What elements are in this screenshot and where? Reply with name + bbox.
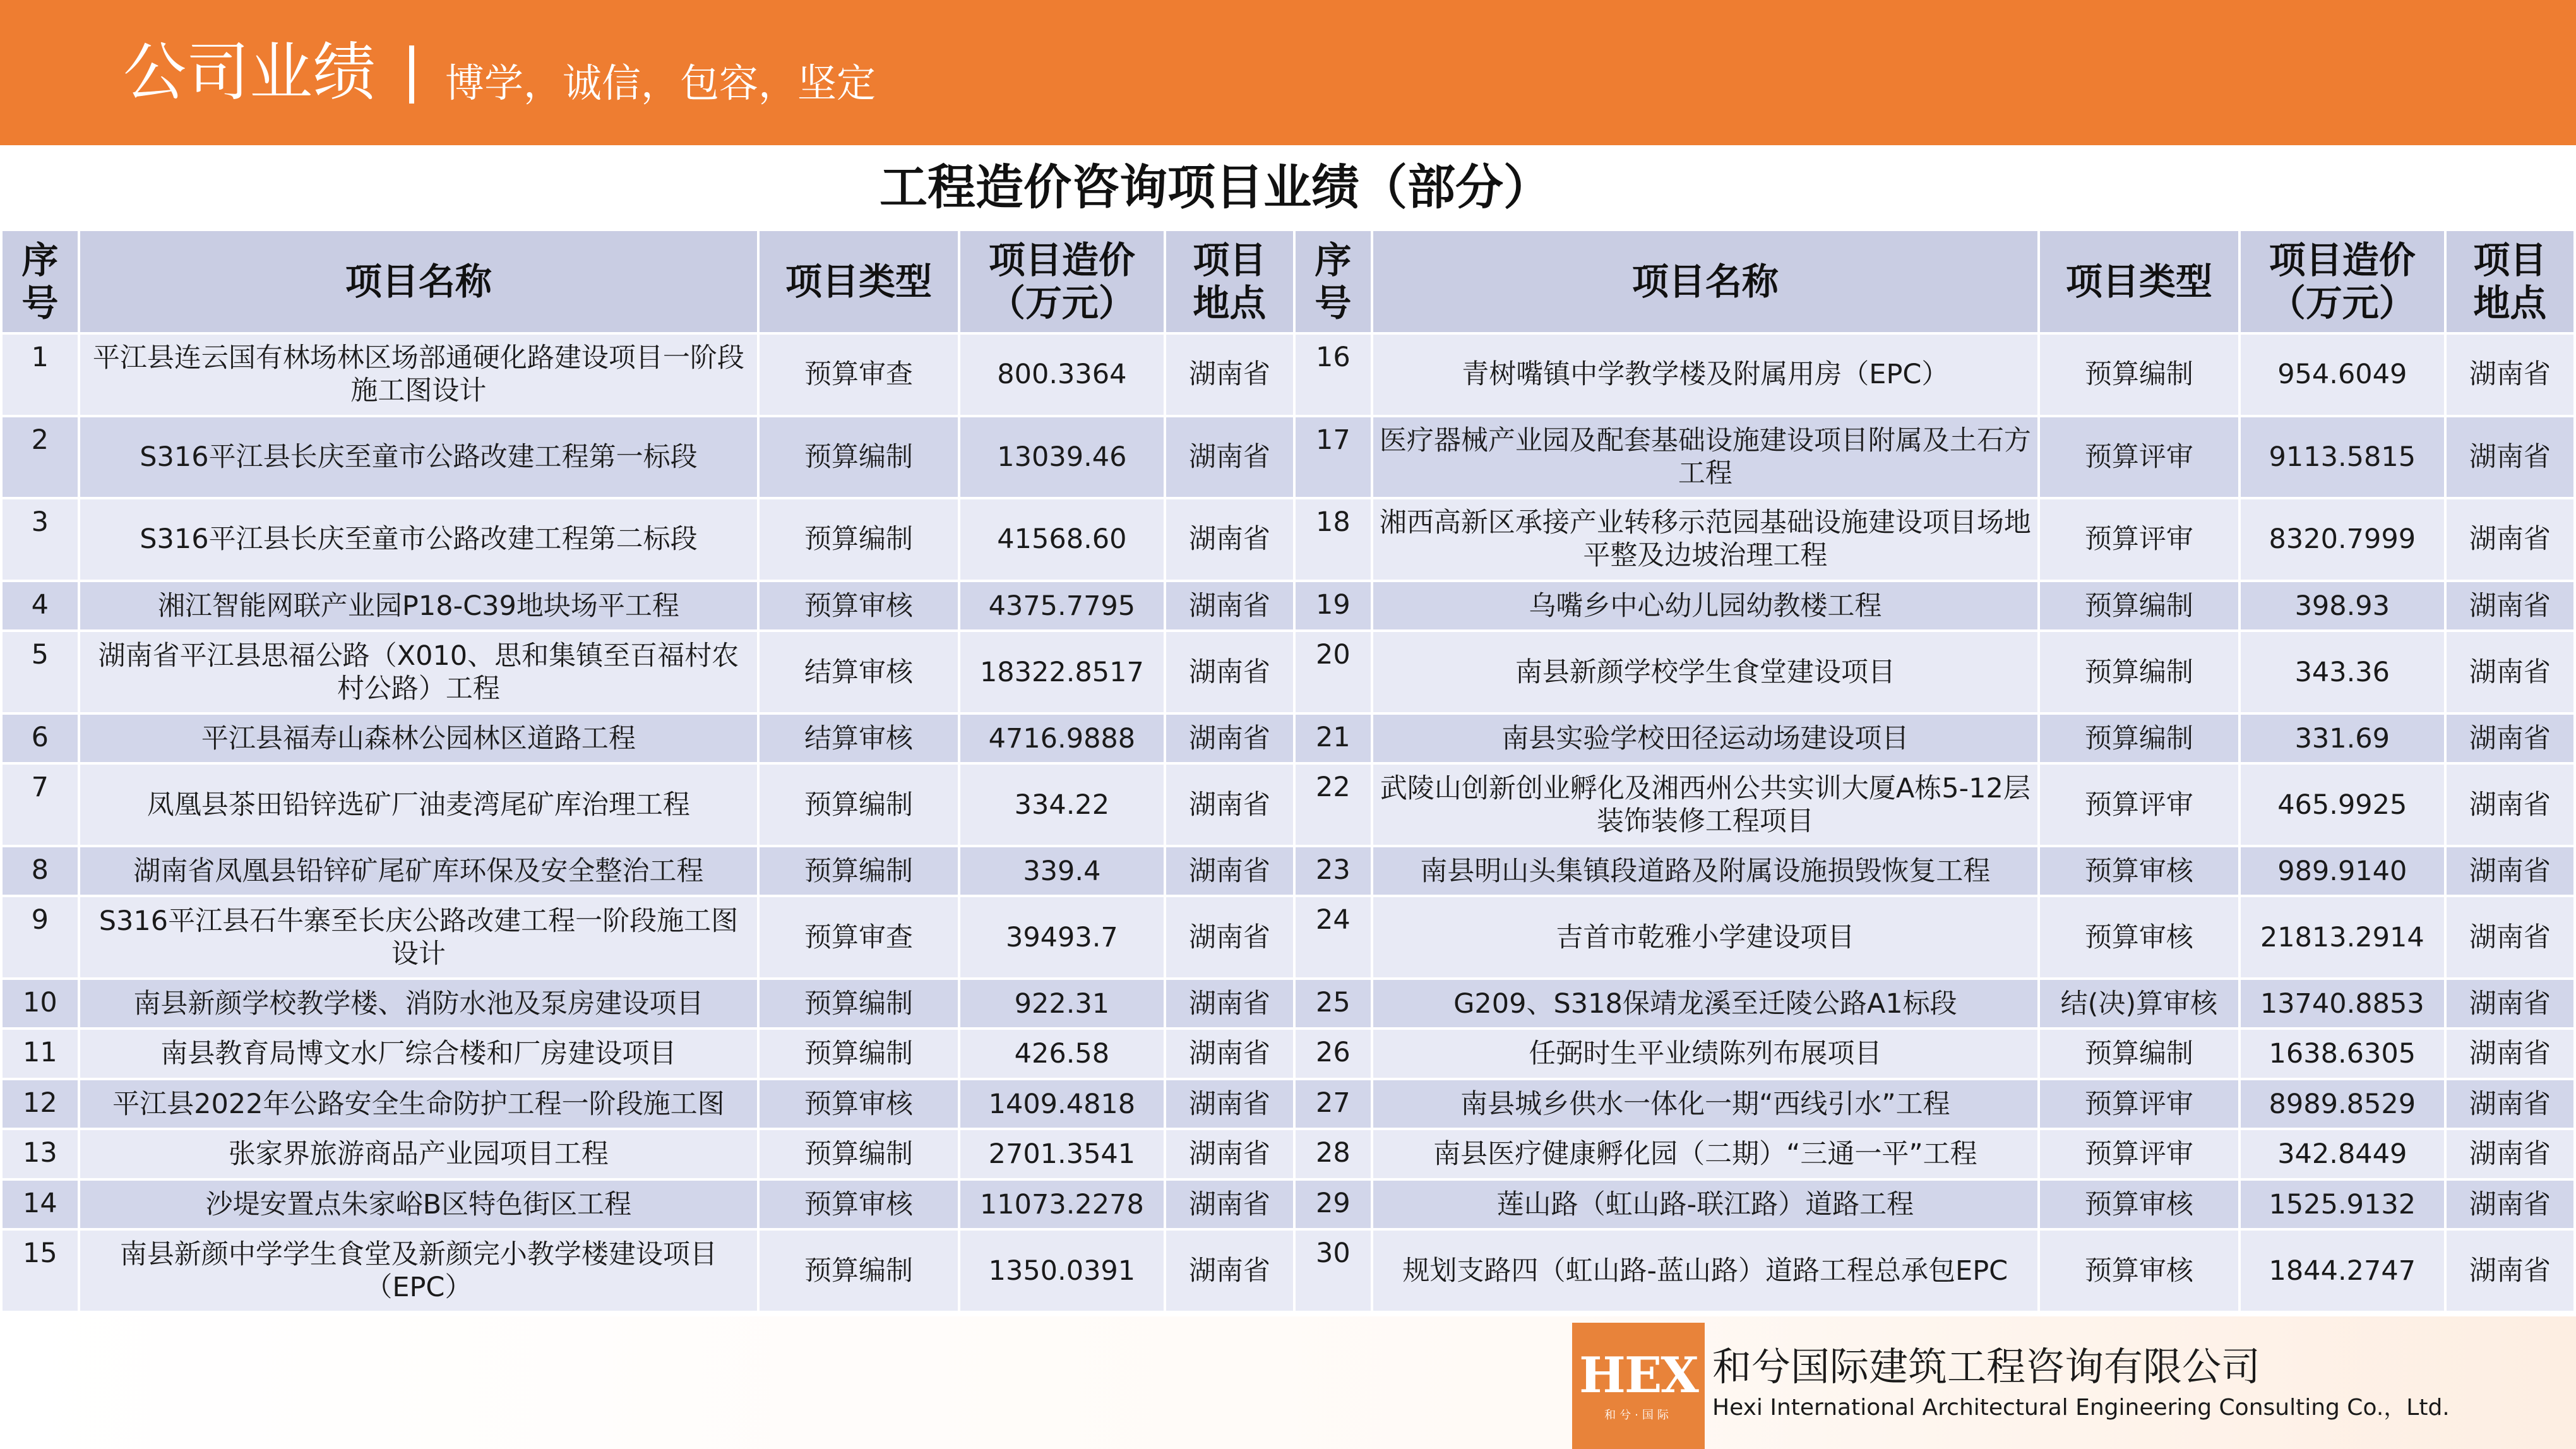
cell-location: 湖南省 (2447, 1030, 2573, 1077)
header-bar (0, 0, 2576, 145)
cell-name: 南县新颜学校教学楼、消防水池及泵房建设项目 (80, 980, 757, 1027)
header-type: 项目类型 (2040, 231, 2238, 332)
cell-location: 湖南省 (1166, 765, 1293, 845)
cell-cost: 4375.7795 (960, 582, 1164, 629)
logo-mark: HEX (1579, 1347, 1698, 1404)
cell-name: 南县医疗健康孵化园（二期）“三通一平”工程 (1373, 1130, 2037, 1178)
cell-type: 预算编制 (2040, 335, 2238, 415)
header-name: 项目名称 (80, 231, 757, 332)
table-row (3, 1130, 2573, 1178)
cell-type: 预算编制 (2040, 1030, 2238, 1077)
cell-seq: 20 (1296, 632, 1371, 712)
table-row (3, 499, 2573, 580)
cell-type: 预算审核 (2040, 1231, 2238, 1311)
cell-seq: 14 (3, 1181, 78, 1228)
cell-location: 湖南省 (2447, 1080, 2573, 1128)
company-name-en: Hexi International Architectural Engineering Consulting Co.，Ltd. (1712, 1395, 2450, 1421)
performance-table (0, 229, 2576, 1313)
cell-cost: 8320.7999 (2241, 499, 2444, 580)
cell-location: 湖南省 (2447, 765, 2573, 845)
cell-seq: 23 (1296, 847, 1371, 895)
cell-seq: 2 (3, 417, 78, 498)
table-row (3, 715, 2573, 762)
cell-location: 湖南省 (1166, 715, 1293, 762)
cell-name: S316平江县石牛寨至长庆公路改建工程一阶段施工图设计 (80, 897, 757, 977)
cell-type: 结算审核 (760, 715, 958, 762)
cell-seq: 1 (3, 335, 78, 415)
cell-type: 结算审核 (760, 632, 958, 712)
cell-cost: 2701.3541 (960, 1130, 1164, 1178)
table-row (3, 417, 2573, 498)
cell-cost: 18322.8517 (960, 632, 1164, 712)
cell-type: 预算审核 (760, 1181, 958, 1228)
cell-location: 湖南省 (1166, 417, 1293, 498)
cell-seq: 3 (3, 499, 78, 580)
table-row (3, 980, 2573, 1027)
cell-name: G209、S318保靖龙溪至迁陵公路A1标段 (1373, 980, 2037, 1027)
company-name-cn: 和兮国际建筑工程咨询有限公司 (1712, 1344, 2261, 1390)
header-location: 项目 地点 (2447, 231, 2573, 332)
cell-location: 湖南省 (1166, 1030, 1293, 1077)
cell-cost: 334.22 (960, 765, 1164, 845)
cell-cost: 21813.2914 (2241, 897, 2444, 977)
cell-cost: 954.6049 (2241, 335, 2444, 415)
cell-seq: 19 (1296, 582, 1371, 629)
table-row (3, 897, 2573, 977)
cell-seq: 7 (3, 765, 78, 845)
cell-type: 结(决)算审核 (2040, 980, 2238, 1027)
cell-seq: 25 (1296, 980, 1371, 1027)
cell-seq: 15 (3, 1231, 78, 1311)
cell-seq: 28 (1296, 1130, 1371, 1178)
cell-name: 南县明山头集镇段道路及附属设施损毁恢复工程 (1373, 847, 2037, 895)
cell-location: 湖南省 (2447, 715, 2573, 762)
cell-seq: 26 (1296, 1030, 1371, 1077)
cell-cost: 11073.2278 (960, 1181, 1164, 1228)
table-row (3, 765, 2573, 845)
cell-seq: 5 (3, 632, 78, 712)
cell-type: 预算评审 (2040, 1130, 2238, 1178)
table-row (3, 1231, 2573, 1311)
cell-seq: 21 (1296, 715, 1371, 762)
cell-type: 预算审核 (2040, 897, 2238, 977)
cell-cost: 465.9925 (2241, 765, 2444, 845)
cell-name: 任弼时生平业绩陈列布展项目 (1373, 1030, 2037, 1077)
cell-type: 预算评审 (2040, 499, 2238, 580)
cell-name: 吉首市乾雅小学建设项目 (1373, 897, 2037, 977)
cell-location: 湖南省 (1166, 335, 1293, 415)
cell-name: 平江县2022年公路安全生命防护工程一阶段施工图 (80, 1080, 757, 1128)
cell-location: 湖南省 (1166, 1231, 1293, 1311)
cell-location: 湖南省 (2447, 499, 2573, 580)
cell-seq: 30 (1296, 1231, 1371, 1311)
cell-type: 预算审核 (2040, 1181, 2238, 1228)
cell-seq: 27 (1296, 1080, 1371, 1128)
cell-seq: 11 (3, 1030, 78, 1077)
cell-type: 预算审核 (760, 1080, 958, 1128)
cell-name: 沙堤安置点朱家峪B区特色街区工程 (80, 1181, 757, 1228)
cell-seq: 6 (3, 715, 78, 762)
cell-location: 湖南省 (2447, 847, 2573, 895)
cell-type: 预算编制 (2040, 582, 2238, 629)
cell-location: 湖南省 (2447, 980, 2573, 1027)
cell-name: 湖南省平江县思福公路（X010、思和集镇至百福村农村公路）工程 (80, 632, 757, 712)
company-slogan: 博学，诚信，包容，坚定 (445, 60, 876, 106)
cell-cost: 41568.60 (960, 499, 1164, 580)
cell-type: 预算编制 (760, 417, 958, 498)
cell-type: 预算评审 (2040, 1080, 2238, 1128)
cell-name: 南县实验学校田径运动场建设项目 (1373, 715, 2037, 762)
cell-type: 预算审核 (2040, 847, 2238, 895)
cell-type: 预算评审 (2040, 765, 2238, 845)
header-location: 项目 地点 (1166, 231, 1293, 332)
cell-location: 湖南省 (1166, 897, 1293, 977)
cell-type: 预算编制 (2040, 632, 2238, 712)
table-row (3, 847, 2573, 895)
cell-location: 湖南省 (2447, 1181, 2573, 1228)
cell-location: 湖南省 (1166, 1181, 1293, 1228)
header-cost: 项目造价 （万元） (960, 231, 1164, 332)
cell-name: S316平江县长庆至童市公路改建工程第二标段 (80, 499, 757, 580)
header-name: 项目名称 (1373, 231, 2037, 332)
cell-cost: 398.93 (2241, 582, 2444, 629)
cell-name: 张家界旅游商品产业园项目工程 (80, 1130, 757, 1178)
cell-seq: 12 (3, 1080, 78, 1128)
cell-seq: 9 (3, 897, 78, 977)
cell-name: 青树嘴镇中学教学楼及附属用房（EPC） (1373, 335, 2037, 415)
cell-name: 湘江智能网联产业园P18-C39地块场平工程 (80, 582, 757, 629)
cell-cost: 1525.9132 (2241, 1181, 2444, 1228)
cell-name: 平江县福寿山森林公园林区道路工程 (80, 715, 757, 762)
cell-location: 湖南省 (1166, 582, 1293, 629)
cell-name: 平江县连云国有林场林区场部通硬化路建设项目一阶段施工图设计 (80, 335, 757, 415)
cell-name: 规划支路四（虹山路-蓝山路）道路工程总承包EPC (1373, 1231, 2037, 1311)
cell-cost: 1350.0391 (960, 1231, 1164, 1311)
cell-type: 预算编制 (760, 1030, 958, 1077)
cell-cost: 1638.6305 (2241, 1030, 2444, 1077)
cell-name: 凤凰县茶田铅锌选矿厂油麦湾尾矿库治理工程 (80, 765, 757, 845)
cell-name: 南县教育局博文水厂综合楼和厂房建设项目 (80, 1030, 757, 1077)
header-cost: 项目造价 （万元） (2241, 231, 2444, 332)
header-seq: 序 号 (3, 231, 78, 332)
cell-type: 预算编制 (2040, 715, 2238, 762)
cell-cost: 1409.4818 (960, 1080, 1164, 1128)
cell-location: 湖南省 (2447, 582, 2573, 629)
cell-seq: 16 (1296, 335, 1371, 415)
cell-location: 湖南省 (1166, 1080, 1293, 1128)
cell-location: 湖南省 (1166, 980, 1293, 1027)
header-seq: 序 号 (1296, 231, 1371, 332)
cell-cost: 8989.8529 (2241, 1080, 2444, 1128)
cell-seq: 13 (3, 1130, 78, 1178)
cell-seq: 18 (1296, 499, 1371, 580)
page-title: 公司业绩 (123, 35, 376, 109)
cell-cost: 4716.9888 (960, 715, 1164, 762)
cell-cost: 1844.2747 (2241, 1231, 2444, 1311)
cell-type: 预算编制 (760, 1231, 958, 1311)
cell-cost: 13039.46 (960, 417, 1164, 498)
table-body (3, 335, 2573, 1311)
cell-location: 湖南省 (2447, 1130, 2573, 1178)
cell-cost: 989.9140 (2241, 847, 2444, 895)
title-divider (409, 45, 414, 104)
cell-type: 预算审查 (760, 897, 958, 977)
table-row (3, 1181, 2573, 1228)
table-header-row (3, 231, 2573, 332)
cell-location: 湖南省 (1166, 847, 1293, 895)
cell-seq: 29 (1296, 1181, 1371, 1228)
company-logo (1572, 1323, 1705, 1449)
logo-subtext: 和兮·国际 (1604, 1409, 1673, 1422)
cell-name: 南县新颜中学学生食堂及新颜完小教学楼建设项目（EPC） (80, 1231, 757, 1311)
cell-seq: 4 (3, 582, 78, 629)
cell-seq: 24 (1296, 897, 1371, 977)
cell-cost: 39493.7 (960, 897, 1164, 977)
cell-name: 湖南省凤凰县铅锌矿尾矿库环保及安全整治工程 (80, 847, 757, 895)
cell-location: 湖南省 (2447, 1231, 2573, 1311)
table-row (3, 1080, 2573, 1128)
cell-type: 预算编制 (760, 1130, 958, 1178)
cell-location: 湖南省 (2447, 335, 2573, 415)
cell-cost: 426.58 (960, 1030, 1164, 1077)
cell-type: 预算审查 (760, 335, 958, 415)
cell-cost: 13740.8853 (2241, 980, 2444, 1027)
cell-type: 预算编制 (760, 765, 958, 845)
cell-location: 湖南省 (2447, 897, 2573, 977)
cell-name: 乌嘴乡中心幼儿园幼教楼工程 (1373, 582, 2037, 629)
table-row (3, 632, 2573, 712)
cell-name: 南县城乡供水一体化一期“西线引水”工程 (1373, 1080, 2037, 1128)
cell-cost: 922.31 (960, 980, 1164, 1027)
cell-seq: 22 (1296, 765, 1371, 845)
cell-cost: 331.69 (2241, 715, 2444, 762)
cell-type: 预算评审 (2040, 417, 2238, 498)
cell-seq: 17 (1296, 417, 1371, 498)
cell-type: 预算编制 (760, 980, 958, 1027)
cell-name: 湘西高新区承接产业转移示范园基础设施建设项目场地平整及边坡治理工程 (1373, 499, 2037, 580)
table-row (3, 582, 2573, 629)
cell-cost: 342.8449 (2241, 1130, 2444, 1178)
cell-type: 预算编制 (760, 499, 958, 580)
table-row (3, 1030, 2573, 1077)
cell-type: 预算编制 (760, 847, 958, 895)
cell-cost: 9113.5815 (2241, 417, 2444, 498)
cell-location: 湖南省 (2447, 417, 2573, 498)
cell-seq: 8 (3, 847, 78, 895)
cell-location: 湖南省 (1166, 632, 1293, 712)
table-title: 工程造价咨询项目业绩（部分） (880, 159, 1551, 215)
cell-location: 湖南省 (1166, 1130, 1293, 1178)
cell-name: 莲山路（虹山路-联江路）道路工程 (1373, 1181, 2037, 1228)
cell-name: 武陵山创新创业孵化及湘西州公共实训大厦A栋5-12层装饰装修工程项目 (1373, 765, 2037, 845)
cell-cost: 343.36 (2241, 632, 2444, 712)
cell-name: S316平江县长庆至童市公路改建工程第一标段 (80, 417, 757, 498)
cell-seq: 10 (3, 980, 78, 1027)
cell-location: 湖南省 (2447, 632, 2573, 712)
cell-location: 湖南省 (1166, 499, 1293, 580)
header-type: 项目类型 (760, 231, 958, 332)
table-row (3, 335, 2573, 415)
cell-name: 南县新颜学校学生食堂建设项目 (1373, 632, 2037, 712)
cell-name: 医疗器械产业园及配套基础设施建设项目附属及土石方工程 (1373, 417, 2037, 498)
cell-cost: 800.3364 (960, 335, 1164, 415)
cell-type: 预算审核 (760, 582, 958, 629)
cell-cost: 339.4 (960, 847, 1164, 895)
